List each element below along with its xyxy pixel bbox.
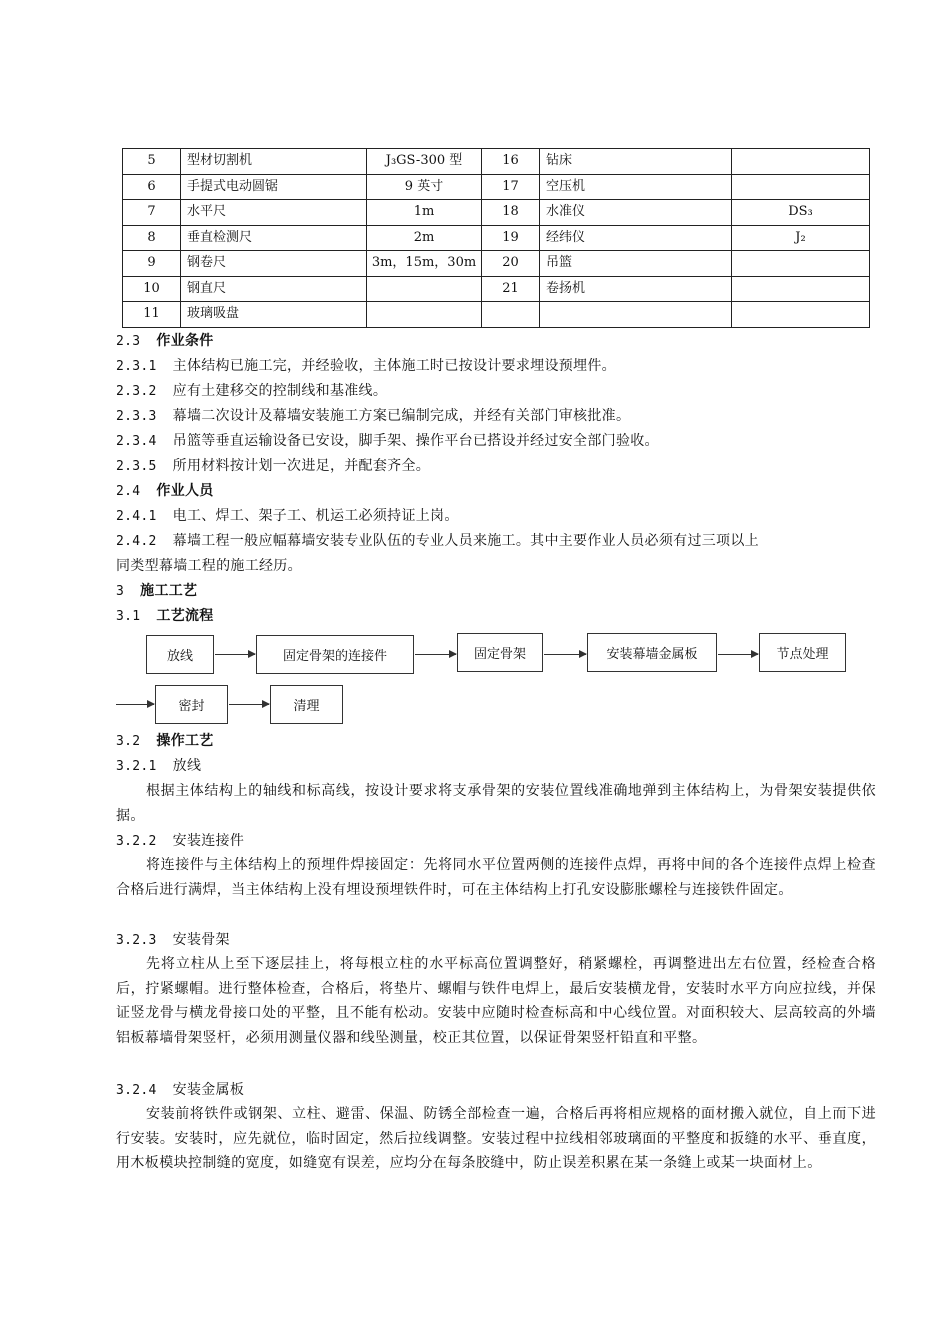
table-cell-no: 7 [123,200,181,226]
table-cell-name: 手提式电动圆锯 [181,174,367,200]
table-cell-spec [732,149,870,175]
subsection-3-2-3-body: 先将立柱从上至下逐层挂上，将每根立柱的水平标高位置调整好，稍紧螺栓，再调整进出左右位置，经检查合格后，拧紧螺帽。进行整体检查，合格后，将垫片、螺帽与铁件电焊上，最后安装横龙骨，安装时水平方向应拉线，并保证竖龙骨与横龙骨接口处的平整，且不能有松动。安装中应随时检查标高和中心线位置。对面积较大、层高较高的外墙铝板幕墙骨架竖杆，必须用测量仪器和线坠测量，校正其位置，以保证骨架竖杆铅直和平整。 [116,956,876,1047]
table-cell-spec: J₂ [732,225,870,251]
table-cell-name [540,302,732,328]
table-cell-no: 6 [123,174,181,200]
flow-step-3: 固定骨架 [457,633,543,672]
table-row [123,174,870,200]
table-cell-name: 水准仪 [540,200,732,226]
item-2-3-2: 2.3.2 应有土建移交的控制线和基准线。 [116,383,388,399]
table-cell-no: 18 [482,200,540,226]
table-cell-no: 10 [123,276,181,302]
table-cell-name: 空压机 [540,174,732,200]
table-row [123,149,870,175]
flow-arrow [718,654,758,655]
table-cell-spec [367,276,482,302]
section-3-heading: 3 施工工艺 [116,583,198,599]
subsection-3-2-2-body: 将连接件与主体结构上的预埋件焊接固定：先将同水平位置两侧的连接件点焊，再将中间的各个连接件点焊上检查合格后进行满焊，当主体结构上没有埋设预埋铁件时，可在主体结构上打孔安设膨胀螺栓与连接铁件固定。 [116,857,876,898]
section-3-2-heading: 3.2 操作工艺 [116,733,214,749]
table-row [123,225,870,251]
equipment-table [122,148,870,328]
item-2-3-5: 2.3.5 所用材料按计划一次进足，并配套齐全。 [116,458,431,474]
item-2-3-4: 2.3.4 吊篮等垂直运输设备已安设，脚手架、操作平台已搭设并经过安全部门验收。 [116,433,659,449]
flow-step-4: 安装幕墙金属板 [587,633,717,672]
table-cell-name: 经纬仪 [540,225,732,251]
table-cell-name: 垂直检测尺 [181,225,367,251]
subsection-3-2-1-heading: 3.2.1 放线 [116,758,202,774]
flow-step-7: 清理 [270,685,343,724]
table-cell-name: 玻璃吸盘 [181,302,367,328]
table-cell-spec: 3m，15m，30m [367,251,482,277]
table-row [123,276,870,302]
table-cell-no [482,302,540,328]
table-cell-no: 9 [123,251,181,277]
table-cell-name: 钢直尺 [181,276,367,302]
flow-arrow [116,704,154,705]
table-cell-spec [732,276,870,302]
flow-arrow [415,654,456,655]
flow-step-6: 密封 [155,685,228,724]
subsection-3-2-2-heading: 3.2.2 安装连接件 [116,833,245,849]
table-cell-no: 5 [123,149,181,175]
table-cell-no: 20 [482,251,540,277]
table-cell-spec [732,174,870,200]
table-cell-name: 卷扬机 [540,276,732,302]
flow-step-1: 放线 [146,635,214,674]
subsection-3-2-4-body: 安装前将铁件或钢架、立柱、避雷、保温、防锈全部检查一遍，合格后再将相应规格的面材搬入就位，自上而下进行安装。安装时，应先就位，临时固定，然后拉线调整。安装过程中拉线相邻玻璃面的平整度和扳缝的水平、垂直度，用木板模块控制缝的宽度，如缝宽有误差，应均分在每条胶缝中，防止误差积累在某一条缝上或某一块面材上。 [116,1106,876,1172]
table-cell-spec [732,251,870,277]
table-cell-spec: 2m [367,225,482,251]
equipment-table-body [123,149,870,328]
table-row [123,251,870,277]
table-cell-name: 型材切割机 [181,149,367,175]
table-cell-no: 16 [482,149,540,175]
table-cell-no: 21 [482,276,540,302]
table-cell-spec: 9 英寸 [367,174,482,200]
table-cell-spec [367,302,482,328]
subsection-3-2-3-heading: 3.2.3 安装骨架 [116,932,230,948]
table-cell-name: 钢卷尺 [181,251,367,277]
table-cell-no: 11 [123,302,181,328]
flow-arrow [229,704,269,705]
table-cell-spec: 1m [367,200,482,226]
table-cell-name: 水平尺 [181,200,367,226]
item-2-4-2: 2.4.2 幕墙工程一般应幅幕墙安装专业队伍的专业人员来施工。其中主要作业人员必须有过三项以上 [116,533,759,549]
flow-step-2: 固定骨架的连接件 [256,635,414,674]
flow-step-5: 节点处理 [759,633,846,672]
table-cell-name: 吊篮 [540,251,732,277]
section-2-3-heading: 2.3 作业条件 [116,333,214,349]
table-cell-no: 17 [482,174,540,200]
table-cell-spec: DS₃ [732,200,870,226]
table-row [123,200,870,226]
item-2-3-1: 2.3.1 主体结构已施工完，并经验收，主体施工时已按设计要求埋设预埋件。 [116,358,616,374]
subsection-3-2-1-body: 根据主体结构上的轴线和标高线，按设计要求将支承骨架的安装位置线准确地弹到主体结构上，为骨架安装提供依据。 [116,783,876,824]
table-cell-no: 8 [123,225,181,251]
flow-arrow [544,654,586,655]
section-3-1-heading: 3.1 工艺流程 [116,608,214,624]
subsection-3-2-4-heading: 3.2.4 安装金属板 [116,1082,245,1098]
table-cell-spec: J₃GS-300 型 [367,149,482,175]
table-cell-no: 19 [482,225,540,251]
flow-arrow [215,654,255,655]
item-2-4-1: 2.4.1 电工、焊工、架子工、机运工必须持证上岗。 [116,508,459,524]
table-cell-spec [732,302,870,328]
item-2-4-2-continued: 同类型幕墙工程的施工经历。 [116,558,302,574]
item-2-3-3: 2.3.3 幕墙二次设计及幕墙安装施工方案已编制完成，并经有关部门审核批准。 [116,408,631,424]
section-2-4-heading: 2.4 作业人员 [116,483,214,499]
table-row [123,302,870,328]
table-cell-name: 钻床 [540,149,732,175]
